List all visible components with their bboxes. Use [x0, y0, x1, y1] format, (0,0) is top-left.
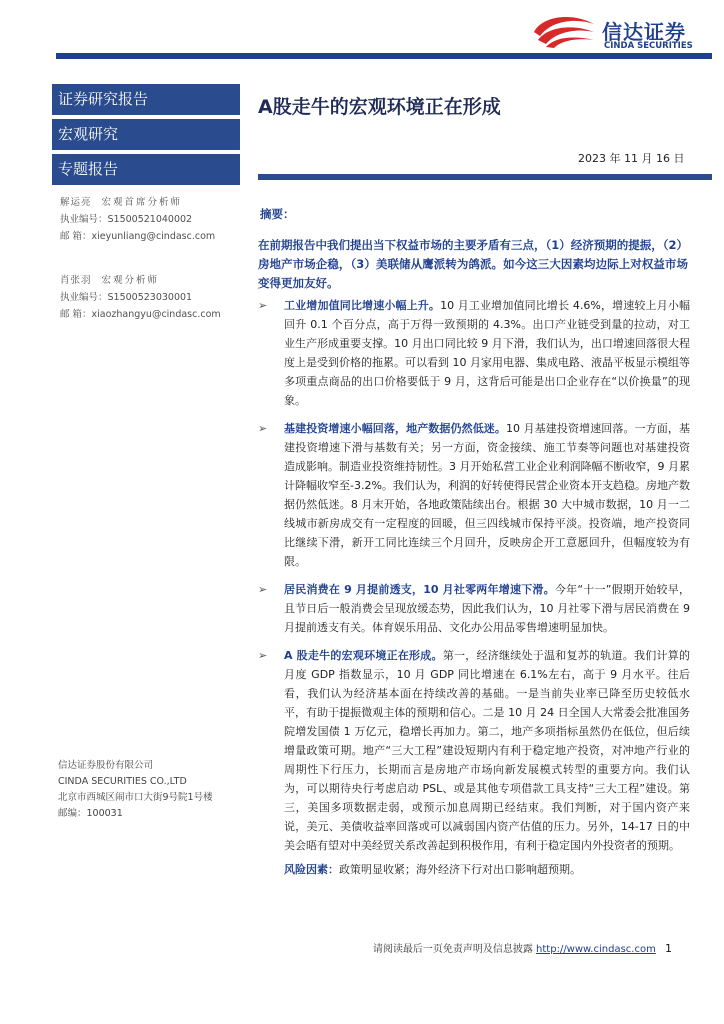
- risk-factors: [258, 860, 690, 879]
- company-postcode: 邮编：100031: [58, 808, 123, 819]
- bullet-arrow-icon: ➢: [258, 299, 268, 312]
- bullet-lead: A 股走牛的宏观环境正在形成。: [284, 649, 443, 662]
- author-role: 宏观分析师: [101, 275, 160, 286]
- summary-bullet: [258, 296, 690, 410]
- summary-bullet: [258, 419, 690, 571]
- cinda-logo-mark-icon: [532, 14, 596, 48]
- report-title: A股走牛的宏观环境正在形成: [258, 96, 501, 118]
- author-cert: 执业编号：S1500521040002: [60, 214, 193, 225]
- bullet-lead: 基建投资增速小幅回落，地产数据仍然低迷。: [284, 422, 506, 435]
- website-link[interactable]: http://www.cindasc.com: [536, 944, 656, 955]
- summary-label: 摘要：: [260, 207, 295, 221]
- bullet-text: 10 月基建投资增速回落。一方面，基建投资增速下滑与基数有关；另一方面，资金接续、施工节奏等问题也对基建投资造成影响。制造业投资维持韧性。3 月开始私营工业企业利润降幅不断收窄，9 月累计降幅收窄至-3.2%。我们认为，利润的好转使得民营企业资本开支趋稳。房地产数据仍然低迷。8 月末开始，各地政策陆续出台。根据 30 大中城市数据，10 月一二线城市新房成交有一定程度的回暖，但三四线城市保持平淡。投资端，地产投资同比继续下滑，新开工同比连续三个月回升，反映房企开工意愿回升，但幅度较为有限。: [284, 422, 690, 568]
- author-name: 肖张羽: [60, 275, 92, 286]
- left-sidebar: [52, 84, 240, 189]
- author-role: 宏观首席分析师: [101, 197, 183, 208]
- page-number: 1: [665, 942, 672, 955]
- title-rule: [258, 174, 712, 180]
- logo-cn-text: 信达证券: [602, 20, 686, 44]
- risk-text: 政策明显收紧；海外经济下行对出口影响超预期。: [339, 863, 581, 876]
- cinda-logo: [532, 14, 712, 50]
- header-rule: [56, 53, 712, 59]
- company-name-cn: 信达证券股份有限公司: [58, 760, 154, 771]
- author-cert: 执业编号：S1500523030001: [60, 292, 193, 303]
- report-date: 2023 年 11 月 16 日: [578, 152, 685, 165]
- nav-special-report: 专题报告: [52, 154, 240, 185]
- bullet-text: 今年“十一”假期开始较早，且节日后一般消费会呈现放缓态势，因此我们认为，10 月社零下滑与居民消费在 9 月提前透支有关。体育娱乐用品、文化办公用品零售增速明显加快。: [284, 583, 691, 634]
- bullet-text: 10 月工业增加值同比增长 4.6%，增速较上月小幅回升 0.1 个百分点，高于万得一致预期的 4.3%。出口产业链受到量的拉动，对工业生产形成重要支撑。10 月出口同比较 9 月下滑，我们认为，出口增速回落很大程度上是受到价格的拖累。可以看到 10 月家用电器、集成电路、液晶平板显示模组等多项重点商品的出口价格要低于 9 月，这背后可能是出口企业存在“以价换量”的现象。: [284, 299, 691, 407]
- author-email: 邮 箱：xieyunliang@cindasc.com: [60, 231, 216, 242]
- bullet-arrow-icon: ➢: [258, 649, 268, 662]
- nav-research-report: 证券研究报告: [52, 84, 240, 115]
- bullet-arrow-icon: ➢: [258, 422, 268, 435]
- company-address: 北京市西城区闹市口大街9号院1号楼: [58, 792, 213, 803]
- summary-bullets: [258, 296, 690, 879]
- page-footer: [373, 940, 672, 955]
- bullet-lead: 工业增加值同比增速小幅上升。: [284, 299, 441, 312]
- disclaimer-note: 请阅读最后一页免责声明及信息披露: [372, 944, 533, 955]
- logo-en-text: CINDA SECURITIES: [604, 41, 693, 51]
- company-info: [58, 758, 213, 822]
- author-block: [60, 194, 215, 245]
- author-block: [60, 272, 221, 323]
- summary-bullet: [258, 580, 690, 637]
- bullet-arrow-icon: ➢: [258, 583, 268, 596]
- author-name: 解运亮: [60, 197, 92, 208]
- author-email: 邮 箱：xiaozhangyu@cindasc.com: [60, 309, 221, 320]
- company-name-en: CINDA SECURITIES CO.,LTD: [58, 776, 187, 787]
- summary-intro: 在前期报告中我们提出当下权益市场的主要矛盾有三点，（1）经济预期的提振，（2）房地产市场企稳，（3）美联储从鹰派转为鸽派。如今这三大因素均边际上对权益市场变得更加友好。: [258, 238, 688, 290]
- nav-macro-research: 宏观研究: [52, 119, 240, 150]
- bullet-lead: 居民消费在 9 月提前透支，10 月社零两年增速下滑。: [284, 583, 555, 596]
- risk-lead: 风险因素：: [284, 863, 339, 876]
- summary-bullet: [258, 646, 690, 855]
- bullet-text: 第一，经济继续处于温和复苏的轨道。我们计算的月度 GDP 指数显示，10 月 GDP 同比增速在 6.1%左右，高于 9 月水平。往后看，我们认为经济基本面在持续改善的基础。一是当前失业率已降至历史较低水平，有助于提振微观主体的预期和信心。二是 10 月 24 日全国人大常委会批准国务院增发国债 1 万亿元，稳增长再加力。第二，地产多项指标虽然仍在低位，但后续增量政策可期。地产“三大工程”建设短期内有利于稳定地产投资，对冲地产行业的周期性下行压力，长期而言是房地产市场向新发展模式转型的重要方向。我们认为，可以期待央行考虑启动 PSL、或是其他专项借款工具支持“三大工程”建设。第三，美国多项数据走弱，或预示加息周期已经结束。我们判断，对于国内资产来说，美元、美债收益率回落或可以减弱国内资产估值的压力。另外，14-17 日的中美会晤有望对中美经贸关系改善起到积极作用，有利于稳定国内外投资者的预期。: [284, 649, 691, 852]
